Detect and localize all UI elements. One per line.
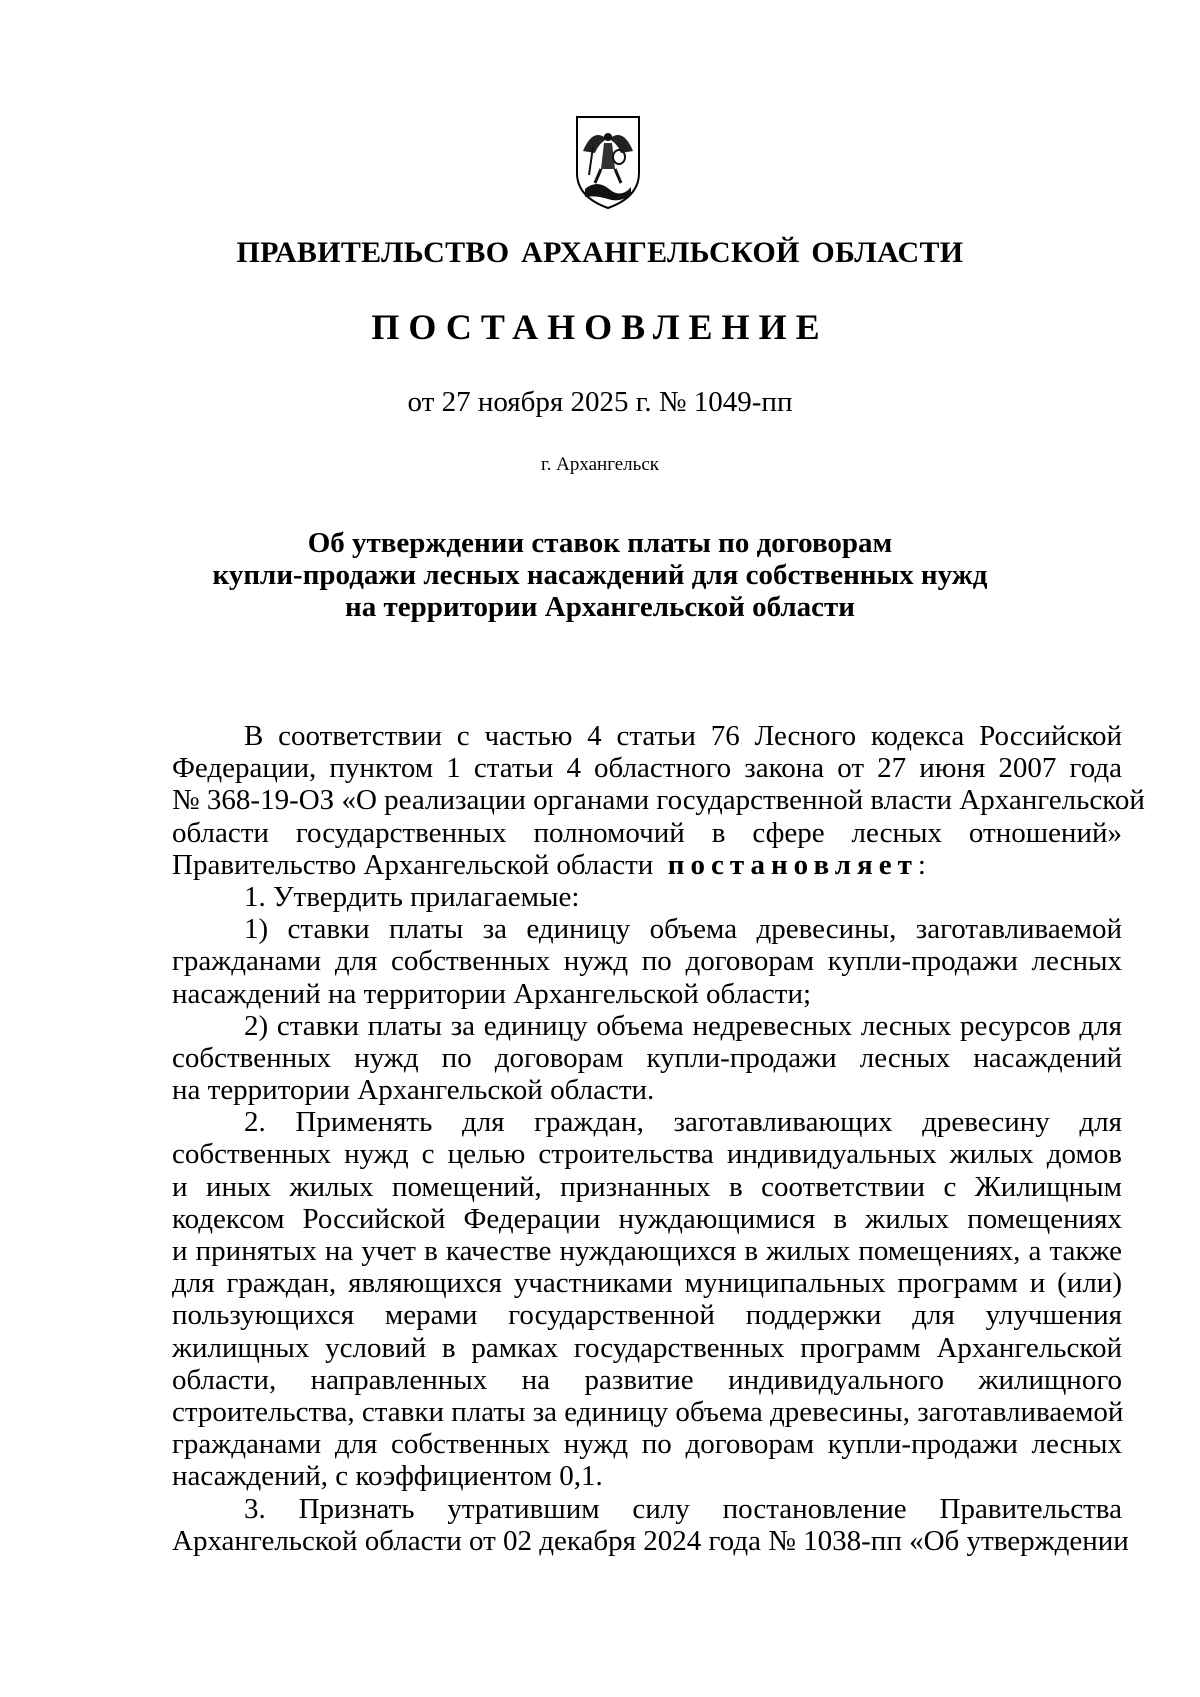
body-line: области государственных полномочий в сфере лесных отношений» — [172, 816, 1122, 849]
body-line: для граждан, являющихся участниками муниципальных программ и (или) — [172, 1267, 1122, 1300]
document-title — [0, 527, 1200, 623]
document-body — [172, 720, 1145, 1557]
colon: : — [917, 848, 926, 881]
title-line: купли-продажи лесных насаждений для собственных нужд — [212, 559, 988, 591]
document-city: г. Архангельск — [540, 454, 659, 475]
body-line: пользующихся мерами государственной поддержки для улучшения — [172, 1299, 1122, 1332]
body-line: Архангельской области от 02 декабря 2024 года № 1038-пп «Об утверждении — [172, 1524, 1129, 1557]
body-line: В соответствии с частью 4 статьи 76 Лесного кодекса Российской — [244, 720, 1122, 752]
document-date-number: от 27 ноября 2025 г. № 1049-пп — [407, 386, 793, 418]
body-text: Правительство Архангельской области — [172, 848, 654, 881]
body-line: 2) ставки платы за единицу объема недревесных лесных ресурсов для — [244, 1009, 1122, 1042]
document-type: ПОСТАНОВЛЕНИЕ — [371, 307, 829, 347]
body-line-resolves — [172, 849, 1122, 881]
body-line: и принятых на учет в качестве нуждающихся в жилых помещениях, а также — [172, 1235, 1122, 1267]
body-line: кодексом Российской Федерации нуждающимися в жилых помещениях — [172, 1202, 1122, 1235]
body-line: насаждений, с коэффициентом 0,1. — [172, 1460, 603, 1493]
body-line: области, направленных на развитие индивидуального жилищного — [172, 1363, 1122, 1396]
body-line: на территории Архангельской области. — [172, 1074, 655, 1107]
body-line: № 368-19-ОЗ «О реализации органами государственной власти Архангельской — [172, 784, 1145, 817]
arkhangelsk-coat-of-arms-icon — [573, 113, 643, 211]
body-line: 3. Признать утратившим силу постановление Правительства — [244, 1492, 1122, 1525]
resolves-word: постановляет — [667, 848, 918, 881]
body-line: жилищных условий в рамках государственных программ Архангельской — [172, 1331, 1122, 1364]
body-line: Федерации, пунктом 1 статьи 4 областного закона от 27 июня 2007 года — [172, 752, 1122, 785]
body-line: строительства, ставки платы за единицу объема древесины, заготавливаемой — [172, 1395, 1124, 1428]
body-line: 1) ставки платы за единицу объема древесины, заготавливаемой — [244, 913, 1122, 946]
body-line: 1. Утвердить прилагаемые: — [244, 880, 580, 913]
title-line: Об утверждении ставок платы по договорам — [307, 527, 893, 559]
title-line: на территории Архангельской области — [345, 591, 855, 623]
body-line: 2. Применять для граждан, заготавливающих древесину для — [244, 1106, 1122, 1139]
body-line: собственных нужд по договорам купли-продажи лесных насаждений — [172, 1041, 1122, 1074]
government-name: ПРАВИТЕЛЬСТВО АРХАНГЕЛЬСКОЙ ОБЛАСТИ — [236, 236, 964, 269]
body-line: и иных жилых помещений, признанных в соответствии с Жилищным — [172, 1170, 1122, 1203]
body-line: насаждений на территории Архангельской области; — [172, 977, 812, 1010]
body-line: собственных нужд с целью строительства индивидуальных жилых домов — [172, 1138, 1122, 1171]
body-line: гражданами для собственных нужд по договорам купли-продажи лесных — [172, 945, 1122, 978]
body-line: гражданами для собственных нужд по договорам купли-продажи лесных — [172, 1428, 1122, 1461]
